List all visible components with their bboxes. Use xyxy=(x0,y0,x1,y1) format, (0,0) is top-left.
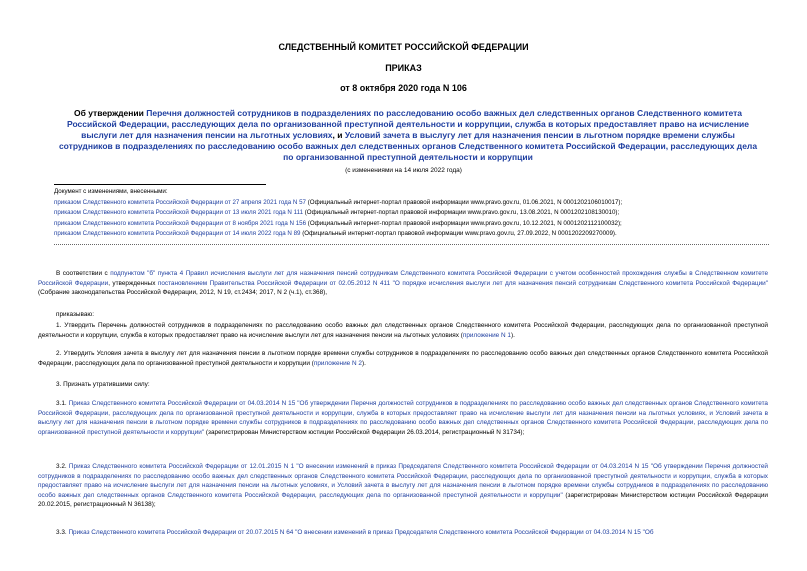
item-2-text: 2. Утвердить Условия зачета в выслугу лет для назначения пенсии в льготном порядке времени службы сотрудников в подразделениях по расследованию особо важных дел следственных органов Следственного комитета Российской Федерации, расследующих дела по организованной преступной деятельности и коррупции ( xyxy=(38,350,768,367)
change-link[interactable]: приказом Следственного комитета Российской Федерации от 13 июля 2021 года N 111 xyxy=(54,209,304,216)
repealed-order-1-link[interactable]: Приказ Следственного комитета Российской Федерации от 04.03.2014 N 15 "Об утверждении Перечня должностей сотрудников в подразделениях по расследованию особо важных дел следственных органов Следственного комитета Российской Федерации, расследующих дела по организованной преступной деятельности и коррупции, служба в которых предоставляет право на исчисление выслуги лет для назначения пенсии на льготных условиях, и Условий зачета в выслугу лет для назначения пенсии в льготном порядке времени службы сотрудников в подразделениях по расследованию особо важных дел следственных органов Следственного комитета Российской Федерации, расследующих дела по организованной преступной деятельности и коррупции" xyxy=(38,400,768,436)
change-link[interactable]: приказом Следственного комитета Российской Федерации от 14 июля 2022 года N 89 xyxy=(54,230,301,237)
item-3-2-reg: (зарегистрирован Министерством юстиции Российской Федерации 20.02.2015, регистрационный N 36138); xyxy=(38,491,768,508)
item-3-3-num: 3.3. xyxy=(56,529,69,536)
document-title xyxy=(58,108,758,163)
item-3-1-reg: (зарегистрирован Министерством юстиции Российской Федерации 26.03.2014, регистрационный N 31734); xyxy=(204,428,525,436)
repealed-order-3-link[interactable]: Приказ Следственного комитета Российской Федерации от 20.07.2015 N 64 "О внесении изменений в приказ Председателя Следственного комитета Российской Федерации от 04.03.2014 N 15 "Об xyxy=(68,529,654,536)
title-link-conditions[interactable]: Условий зачета в выслугу лет для назначения пенсии в льготном порядке времени службы сотрудников в подразделениях по расследованию особо важных дел следственных органов Следственного комитета Российской Федерации, расследующих дела по организованной преступной деятельности и коррупции xyxy=(58,130,758,162)
change-item xyxy=(54,198,774,209)
changes-divider xyxy=(54,184,266,185)
order-word: приказываю: xyxy=(56,311,94,318)
paragraph-item-3 xyxy=(38,380,768,390)
title-prefix: Об утверждении xyxy=(74,108,147,118)
change-item xyxy=(54,229,774,240)
change-link[interactable]: приказом Следственного комитета Российской Федерации от 27 апреля 2021 года N 57 xyxy=(54,198,306,206)
change-source: (Официальный интернет-портал правовой информации www.pravo.gov.ru, 13.08.2021, N 0001202108130010); xyxy=(303,209,620,216)
org-name: СЛЕДСТВЕННЫЙ КОМИТЕТ РОССИЙСКОЙ ФЕДЕРАЦИИ xyxy=(278,42,529,52)
paragraph-item-3-3 xyxy=(38,528,768,538)
paragraph-item-3-1 xyxy=(38,399,768,437)
basis-text-1: В соответствии с xyxy=(56,270,111,277)
appendix-1-link[interactable]: приложение N 1 xyxy=(462,331,511,339)
item-1-text: 1. Утвердить Перечень должностей сотрудников в подразделениях по расследованию особо важных дел следственных органов Следственного комитета Российской Федерации, расследующих дела по организованной преступной деятельности и коррупции, служба в которых предоставляет право на исчисление выслуги лет для назначения пенсии на льготных условиях ( xyxy=(38,322,768,339)
paragraph-item-1 xyxy=(38,321,768,340)
change-item xyxy=(54,219,774,230)
change-link[interactable]: приказом Следственного комитета Российской Федерации от 8 ноября 2021 года N 156 xyxy=(54,219,307,227)
title-link-list[interactable]: Перечня должностей сотрудников в подразделениях по расследованию особо важных дел следственных органов Следственного комитета Российской Федерации, расследующих дела по организованной преступной деятельности и коррупции, служба в которых предоставляет право на исчисление выслуги лет для назначения пенсии на льготных условиях xyxy=(67,108,749,140)
changes-intro: Документ с изменениями, внесенными: xyxy=(54,188,168,195)
item-3-2-num: 3.2. xyxy=(56,463,69,470)
dotted-divider xyxy=(54,244,769,245)
doc-type: ПРИКАЗ xyxy=(385,63,422,73)
paragraph-item-3-2 xyxy=(38,462,768,510)
paragraph-basis xyxy=(38,269,768,298)
basis-link-resolution[interactable]: постановлением Правительства Российской Федерации от 02.05.2012 N 411 "О порядке исчисления выслуги лет для назначения пенсий сотрудникам Следственного комитета Российской Федерации" xyxy=(157,279,768,287)
title-middle: , и xyxy=(332,130,345,140)
item-2-end: ). xyxy=(361,359,366,367)
paragraph-order xyxy=(38,310,768,320)
basis-text-3: (Собрание законодательства Российской Федерации, 2012, N 19, ст.2434; 2017, N 2 (ч.1), ст.368), xyxy=(38,289,328,296)
appendix-2-link[interactable]: приложение N 2 xyxy=(313,359,362,367)
change-item xyxy=(54,208,774,219)
item-3-1-num: 3.1. xyxy=(56,400,69,407)
change-source: (Официальный интернет-портал правовой информации www.pravo.gov.ru, 27.09.2022, N 0001202209270009). xyxy=(300,230,617,237)
change-source: (Официальный интернет-портал правовой информации www.pravo.gov.ru, 01.06.2021, N 0001202106010017); xyxy=(306,198,623,206)
change-source: (Официальный интернет-портал правовой информации www.pravo.gov.ru, 10.12.2021, N 0001202112100032); xyxy=(306,219,622,227)
revision-note: (с изменениями на 14 июля 2022 года) xyxy=(345,167,462,174)
basis-link-rules[interactable]: подпунктом "б" пункта 4 Правил исчисления выслуги лет для назначения пенсий сотрудникам Следственного комитета Российской Федерации с учетом особенностей прохождения службы в Следственном комитете Российской Федерации xyxy=(38,270,769,287)
doc-date-number: от 8 октября 2020 года N 106 xyxy=(340,83,467,93)
basis-text-2: , утвержденных xyxy=(108,279,158,287)
item-3-text: 3. Признать утратившими силу: xyxy=(56,381,150,388)
item-1-end: ). xyxy=(510,331,515,339)
changes-block xyxy=(54,187,774,240)
repealed-order-2-link[interactable]: Приказ Следственного комитета Российской Федерации от 12.01.2015 N 1 "О внесении изменений в приказ Председателя Следственного комитета Российской Федерации от 04.03.2014 N 15 "Об утверждении Перечня должностей сотрудников в подразделениях по расследованию особо важных дел следственных органов Следственного комитета Российской Федерации, расследующих дела по организованной преступной деятельности и коррупции, служба в которых предоставляет право на исчисление выслуги лет для назначения пенсии на льготных условиях, и Условий зачета в выслугу лет для назначения пенсии в льготном порядке времени службы сотрудников в подразделениях по расследованию особо важных дел следственных органов Следственного комитета Российской Федерации, расследующих дела по организованной преступной деятельности и коррупции" xyxy=(38,463,768,499)
paragraph-item-2 xyxy=(38,349,768,368)
